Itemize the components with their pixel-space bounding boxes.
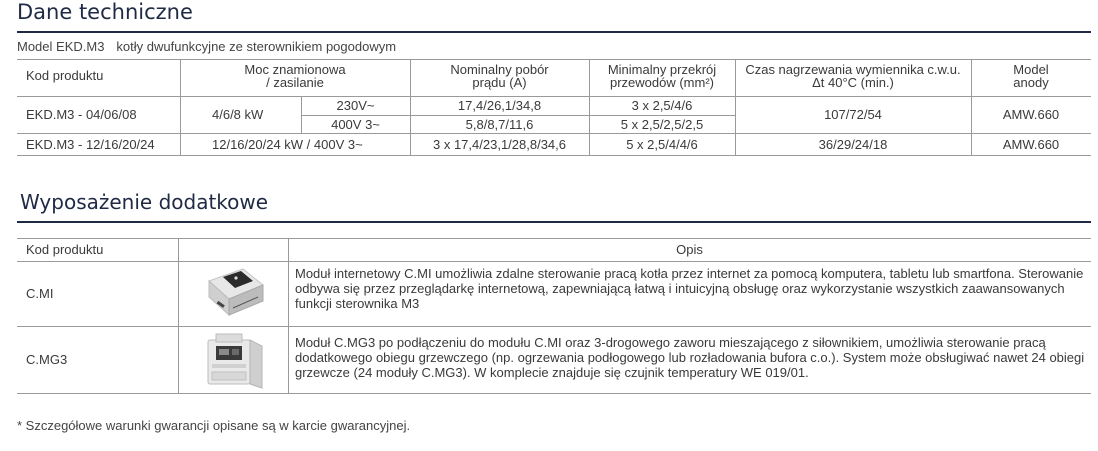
row1-kod: EKD.M3 - 04/06/08 bbox=[26, 107, 137, 122]
table-line bbox=[288, 238, 289, 393]
table-line bbox=[17, 393, 1091, 394]
section-title-tech: Dane techniczne bbox=[17, 0, 193, 24]
table-line bbox=[178, 238, 179, 393]
table-line bbox=[17, 96, 1091, 97]
extras-row1-kod: C.MI bbox=[26, 286, 54, 301]
extras-header-kod: Kod produktu bbox=[26, 242, 104, 257]
section-rule bbox=[17, 221, 1091, 223]
row1-pobor-b: 5,8/8,7/11,6 bbox=[465, 117, 534, 132]
table-line bbox=[17, 59, 1091, 60]
extras-row1-desc: Moduł internetowy C.MI umożliwia zdalne sterowanie pracą kotła przez internet za pomocą komputera, tabletu lub smartfona. Sterowanie odbywa się przez przeglądarkę internetową, zapewniającą łatwą i intuicyjną obsługę oraz wykorzystanie wszystkich zaawansowanych funkcji sterownika M3 bbox=[295, 266, 1084, 311]
header-pobor-l2: prądu (A) bbox=[472, 75, 527, 90]
header-anoda-l2: anody bbox=[1013, 75, 1049, 90]
row1-przekroj-a: 3 x 2,5/4/6 bbox=[631, 98, 693, 113]
row1-moc: 4/6/8 kW bbox=[212, 107, 264, 122]
model-description: kotły dwufunkcyjne ze sterownikiem pogodowym bbox=[116, 39, 397, 54]
row1-zasilanie-b: 400V 3~ bbox=[331, 117, 380, 132]
header-przekroj-l1: Minimalny przekrój bbox=[607, 62, 717, 77]
header-pobor-l1: Nominalny pobór bbox=[450, 62, 549, 77]
extras-header-opis: Opis bbox=[676, 242, 703, 257]
row2-pobor: 3 x 17,4/23,1/28,8/34,6 bbox=[433, 137, 566, 152]
header-anoda-l1: Model bbox=[1013, 62, 1049, 77]
table-line bbox=[17, 155, 1091, 156]
row1-pobor-a: 17,4/26,1/34,8 bbox=[457, 98, 542, 113]
extras-row2-desc: Moduł C.MG3 po podłączeniu do modułu C.MI oraz 3-drogowego zaworu mieszającego z siłownikiem, umożliwia sterowanie pracą dodatkowego obiegu grzewczego (np. ogrzewania podłogowego lub rozładowania bufora c.o.). System może obsługiwać nawet 24 obiegi grzewcze (24 moduły C.MG3). W komplecie znajduje się czujnik temperatury WE 019/01. bbox=[295, 335, 1085, 380]
section-rule bbox=[17, 31, 1091, 33]
table-line bbox=[17, 133, 1091, 134]
header-przekroj-l2: przewodów (mm²) bbox=[609, 75, 714, 90]
table-line bbox=[301, 115, 735, 116]
row2-czas: 36/29/24/18 bbox=[818, 137, 888, 152]
header-moc-l2: / zasilanie bbox=[266, 75, 324, 90]
row1-zasilanie-a: 230V~ bbox=[336, 98, 375, 113]
section-title-extras: Wyposażenie dodatkowe bbox=[20, 190, 269, 214]
model-label: Model EKD.M3 bbox=[17, 39, 105, 54]
row2-anoda: AMW.660 bbox=[1002, 137, 1060, 152]
row2-kod: EKD.M3 - 12/16/20/24 bbox=[26, 137, 155, 152]
row2-moc: 12/16/20/24 kW / 400V 3~ bbox=[212, 137, 363, 152]
cmg3-module-image bbox=[204, 332, 266, 390]
row1-przekroj-b: 5 x 2,5/2,5/2,5 bbox=[620, 117, 704, 132]
cmi-module-image bbox=[203, 263, 267, 321]
model-caption bbox=[17, 39, 396, 54]
extras-row2-kod: C.MG3 bbox=[26, 352, 68, 367]
row2-przekroj: 5 x 2,5/4/4/6 bbox=[626, 137, 698, 152]
row1-anoda: AMW.660 bbox=[1002, 107, 1060, 122]
header-czas-l2: Δt 40°C (min.) bbox=[812, 75, 894, 90]
header-kod: Kod produktu bbox=[26, 68, 104, 83]
row1-czas: 107/72/54 bbox=[824, 107, 882, 122]
footnote: * Szczegółowe warunki gwarancji opisane są w karcie gwarancyjnej. bbox=[17, 418, 411, 433]
header-moc-l1: Moc znamionowa bbox=[244, 62, 346, 77]
header-czas-l1: Czas nagrzewania wymiennika c.w.u. bbox=[745, 62, 961, 77]
